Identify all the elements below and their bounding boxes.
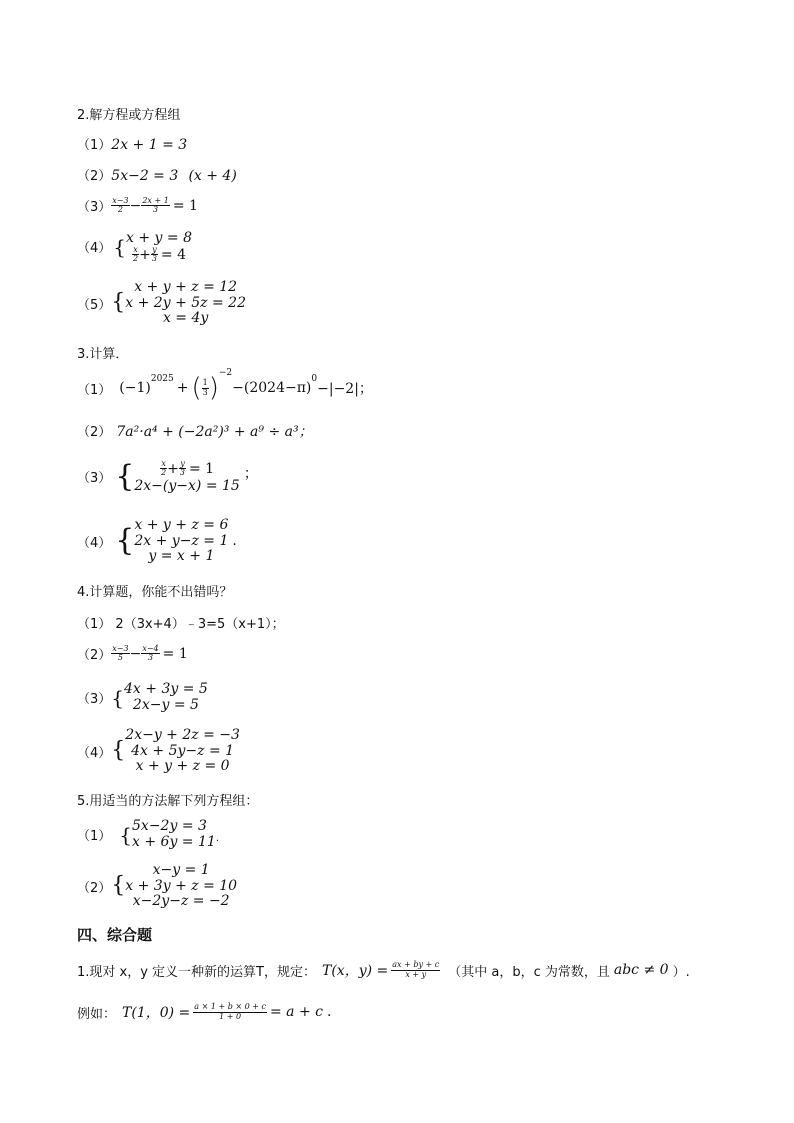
- item-label: （4）: [77, 745, 112, 761]
- equation: 2x + 1 = 3: [111, 137, 188, 153]
- left-brace-icon: {: [115, 523, 135, 559]
- system-line: x + y + z = 12: [134, 279, 238, 295]
- section-2-title: 2.解方程或方程组: [77, 108, 181, 123]
- system-line: 2x−(y−x) = 15: [134, 477, 240, 494]
- system-line: x + 2y + 5z = 22: [125, 294, 246, 311]
- expression: 7a²·a⁴ + (−2a²)³ + a⁹ ÷ a³；: [116, 424, 313, 440]
- punctuation: .: [327, 1004, 332, 1020]
- system-line: $\frac{x}{2}$ + $\frac{y}{3}$ = 4: [133, 245, 187, 264]
- problem-6-example: [77, 1002, 331, 1022]
- problem-3-2: [77, 421, 313, 441]
- equation-rhs: = 1: [162, 645, 188, 662]
- item-label: （1）: [77, 617, 112, 632]
- term: −(2024−π): [232, 380, 312, 396]
- system-line: x + 6y = 11: [132, 833, 216, 850]
- item-label: （5）: [77, 297, 112, 313]
- system-line: y = x + 1: [148, 548, 215, 564]
- left-brace-icon: {: [115, 458, 135, 494]
- punctuation: ；: [243, 465, 258, 482]
- text: 例如：: [77, 1006, 117, 1022]
- fraction: $\frac{a \times 1 + b \times 0 + c}{1 + 0}$: [194, 1002, 266, 1021]
- problem-5-2: [77, 863, 237, 910]
- formula: abc ≠ 0: [613, 962, 669, 978]
- problem-5-1: [77, 819, 219, 850]
- system-line: 2x−y = 5: [132, 696, 199, 713]
- fraction: $\frac{1}{3}$: [202, 378, 208, 397]
- left-brace-icon: {: [111, 685, 125, 710]
- system-line: 2x + y−z = 1: [134, 532, 229, 549]
- item-label: （1）: [77, 829, 112, 844]
- fraction: $\frac{x-3}{5}$: [112, 643, 129, 662]
- text: ）.: [672, 964, 690, 980]
- system-line: $\frac{x}{2}$ + $\frac{y}{3}$ = 1: [161, 459, 215, 478]
- formula: = a + c: [270, 1004, 323, 1020]
- problem-2-3: [77, 196, 198, 215]
- problem-4-3: [77, 682, 208, 713]
- fraction: $\frac{2x + 1}{3}$: [142, 195, 169, 214]
- problem-4-2: [77, 644, 188, 663]
- problem-6-1: [77, 960, 690, 980]
- punctuation: .: [232, 533, 237, 550]
- term: −|−2|；: [317, 381, 373, 397]
- item-label: （1）: [77, 138, 112, 153]
- problem-3-3: [77, 460, 258, 494]
- operator: −: [129, 645, 142, 662]
- system-line: 4x + 5y−z = 1: [131, 742, 235, 759]
- system-line: 4x + 3y = 5: [124, 681, 208, 697]
- left-brace-icon: {: [113, 234, 127, 259]
- operator: +: [176, 380, 189, 396]
- fraction: $\frac{x-3}{2}$: [112, 195, 129, 214]
- section-5-title: 5.用适当的方法解下列方程组：: [77, 794, 259, 809]
- system-line: x + y + z = 6: [134, 517, 229, 533]
- system-line: x−2y−z = −2: [132, 893, 230, 909]
- problem-4-1: [77, 613, 285, 632]
- item-label: （4）: [77, 241, 112, 257]
- item-label: （3）: [77, 471, 112, 487]
- text: （其中 a，b，c 为常数，且: [448, 964, 610, 980]
- system-line: x + 3y + z = 10: [125, 877, 238, 894]
- left-brace-icon: {: [111, 738, 126, 764]
- term: (−1): [119, 380, 151, 396]
- equation-rhs: = 1: [172, 197, 198, 214]
- system-line: x = 4y: [162, 310, 209, 326]
- formula: T(x，y) =: [322, 963, 389, 979]
- section-heading: 四、综合题: [77, 926, 153, 944]
- item-label: （1）: [77, 382, 112, 398]
- item-label: （2）: [77, 880, 112, 896]
- problem-2-4: [77, 230, 192, 264]
- punctuation: .: [215, 833, 219, 844]
- formula: T(1，0) =: [122, 1005, 191, 1021]
- problem-2-1: [77, 134, 187, 153]
- system-line: 2x−y + 2z = −3: [125, 727, 240, 743]
- fraction: $\frac{ax + by + c}{x + y}$: [392, 960, 440, 979]
- system-line: x−y = 1: [152, 862, 210, 878]
- system-line: x + y + z = 0: [135, 758, 230, 774]
- operator: −: [129, 197, 142, 214]
- left-brace-icon: {: [119, 822, 133, 847]
- item-label: （2）: [77, 425, 112, 440]
- equation: 5x−2 = 3: [111, 168, 179, 184]
- item-label: （3）: [77, 200, 112, 215]
- equation-factor: (x + 4): [188, 168, 237, 184]
- problem-2-5: [77, 280, 246, 327]
- text: 1.现对 x，y 定义一种新的运算T，规定：: [77, 964, 316, 980]
- item-label: （3）: [77, 692, 112, 707]
- item-label: （4）: [77, 535, 112, 551]
- problem-3-4: [77, 518, 237, 565]
- section-3-title: 3.计算．: [77, 347, 129, 362]
- left-brace-icon: {: [111, 873, 126, 899]
- fraction: $\frac{x-4}{3}$: [142, 643, 159, 662]
- equation: 2（3x+4）﹣3=5（x+1）；: [115, 617, 285, 632]
- system-line: 5x−2y = 3: [132, 818, 207, 834]
- section-4-title: 4.计算题，你能不出错吗？: [77, 585, 233, 600]
- item-label: （2）: [77, 648, 112, 663]
- problem-3-1: （1） (−1) 2025 + ( $\frac{1}{3}$ ) −2 −(2024−π) 0 −|−2|；: [77, 368, 373, 403]
- left-brace-icon: {: [111, 290, 126, 316]
- item-label: （2）: [77, 169, 112, 184]
- problem-2-2: [77, 165, 237, 184]
- problem-4-4: [77, 728, 240, 775]
- system-line: x + y = 8: [126, 230, 192, 246]
